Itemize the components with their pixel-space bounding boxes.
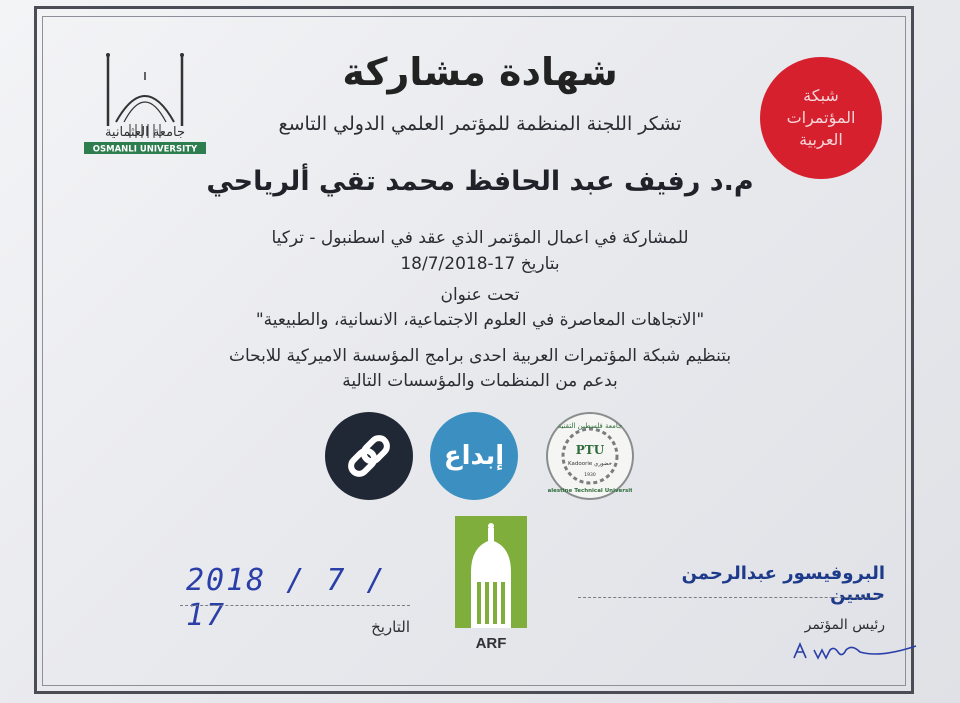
badge-word-3: العربية xyxy=(799,130,843,149)
badge-word-1: شبكة xyxy=(803,86,839,105)
ptu-acronym: PTU xyxy=(575,443,605,457)
ptu-emblem xyxy=(548,414,632,498)
palestine-technical-university-logo xyxy=(546,412,634,500)
badge-word-2: المؤتمرات xyxy=(786,108,856,127)
ibdaa-sponsor-logo xyxy=(430,412,518,500)
link-icon xyxy=(325,412,413,500)
date-label: التاريخ xyxy=(371,618,410,636)
handwritten-signature xyxy=(790,636,920,664)
certificate-subtitle: تشكر اللجنة المنظمة للمؤتمر العلمي الدولي التاسع xyxy=(278,113,682,135)
osmanli-arabic-text: جامعة العثمانية xyxy=(104,125,186,140)
ptu-year: 1930 xyxy=(584,473,596,478)
date-underline xyxy=(180,605,410,606)
osmanli-university-logo xyxy=(78,52,212,156)
organizer-line: بتنظيم شبكة المؤتمرات العربية احدى برامج المؤسسة الاميركية للابحاث xyxy=(228,346,732,366)
arf-logo xyxy=(455,516,527,656)
conference-theme: "الاتجاهات المعاصرة في العلوم الاجتماعية، الانسانية، والطبيعية" xyxy=(255,310,705,330)
ptu-english-name: Palestine Technical University xyxy=(548,488,632,494)
arab-conferences-network-badge xyxy=(760,57,882,179)
ptu-kadoorie: Kadoorie خضوري xyxy=(567,461,613,467)
link-sponsor-logo xyxy=(325,412,413,500)
conference-date-line: بتاريخ 17-18/7/2018 xyxy=(400,254,560,274)
signature-underline xyxy=(578,597,883,598)
ptu-arabic-name: جامعة فلسطين التقنية xyxy=(557,422,623,430)
osmanli-latin-text: OSMANLI UNIVERSITY xyxy=(92,144,198,155)
handwritten-date: 2018 / 7 / 17 xyxy=(186,563,387,633)
signatory-name: البروفيسور عبدالرحمن حسين xyxy=(681,563,885,605)
support-line: بدعم من المنظمات والمؤسسات التالية xyxy=(342,371,618,391)
ibdaa-text: إبداع xyxy=(443,441,505,471)
certificate-title: شهادة مشاركة xyxy=(342,50,618,94)
recipient-name: م.د رفيف عبد الحافظ محمد تقي ألرياحي xyxy=(206,166,754,197)
arf-text: ARF xyxy=(475,635,507,652)
participation-line: للمشاركة في اعمال المؤتمر الذي عقد في اسطنبول - تركيا xyxy=(271,228,689,248)
under-title-line: تحت عنوان xyxy=(440,285,520,305)
signatory-role: رئيس المؤتمر xyxy=(804,617,885,633)
